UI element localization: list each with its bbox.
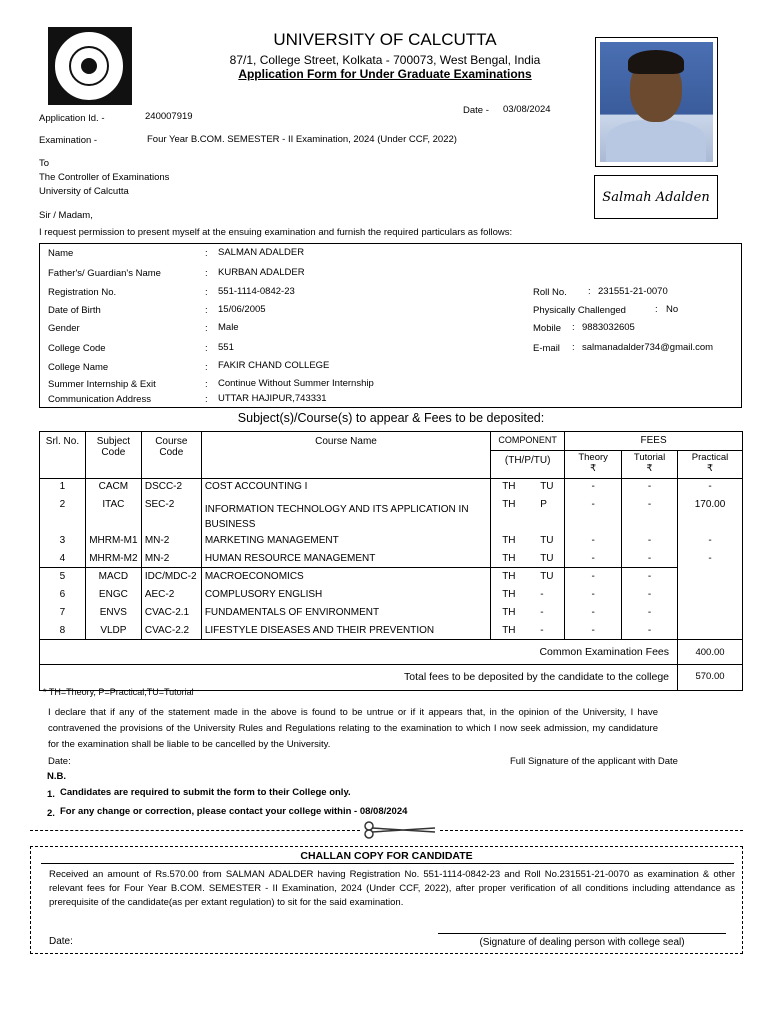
note-2-number: 2. <box>47 808 55 819</box>
row-subject-code: MHRM-M1 <box>85 532 141 550</box>
physically-challenged-label: Physically Challenged <box>533 305 626 316</box>
challan-date-label: Date: <box>49 936 73 947</box>
to-label: To <box>39 158 50 169</box>
row-course-name: LIFESTYLE DISEASES AND THEIR PREVENTION <box>201 622 490 640</box>
row-component-secondary: - <box>540 624 544 636</box>
row-component <box>491 479 565 496</box>
table-row <box>40 586 743 604</box>
common-fees-label: Common Examination Fees <box>40 640 678 665</box>
row-course-code: IDC/MDC-2 <box>141 568 201 586</box>
dob-label: Date of Birth <box>48 305 101 316</box>
college-name-value: FAKIR CHAND COLLEGE <box>218 360 330 371</box>
common-fees-value: 400.00 <box>678 640 743 665</box>
row-theory-fee: - <box>565 479 622 496</box>
note-1-text: Candidates are required to submit the form to their College only. <box>60 787 351 798</box>
cut-line-right <box>440 830 743 831</box>
row-course-name: HUMAN RESOURCE MANAGEMENT <box>201 550 490 568</box>
row-theory-fee: - <box>565 622 622 640</box>
colon: : <box>205 343 208 354</box>
col-header-subject: Subject Code <box>85 432 141 479</box>
col-header-component: COMPONENT <box>491 432 565 451</box>
row-component-secondary: TU <box>540 552 554 564</box>
application-id: 240007919 <box>145 111 193 122</box>
colon: : <box>572 342 575 353</box>
row-component <box>491 532 565 550</box>
address-value: UTTAR HAJIPUR,743331 <box>218 393 327 404</box>
colon: : <box>655 304 658 315</box>
table-row <box>40 496 743 532</box>
row-tutorial-fee: - <box>622 604 678 622</box>
internship-label: Summer Internship & Exit <box>48 379 156 390</box>
col-header-course-name: Course Name <box>201 432 490 479</box>
col-header-fees: FEES <box>565 432 743 451</box>
row-component-secondary: TU <box>540 571 554 582</box>
row-practical-fee: - <box>678 532 743 550</box>
challan-body: Received an amount of Rs.570.00 from SALMAN ADALDER having Registration No. 551-1114-0842-23 and Roll No.231551-21-0070 as examination & other relevant fees for Four Year B.COM. SEMESTER - II Examination, 2024 (Under CCF, 2022), after proper verification of all conditions including attendance as prerequisite of the candidate(as per extant regulation) to sit for the said examination. <box>49 869 735 908</box>
row-component-primary: TH <box>502 588 516 600</box>
row-practical-fee: - <box>678 550 743 568</box>
row-component-primary: TH <box>502 498 516 510</box>
colon: : <box>205 323 208 334</box>
row-course-name: COMPLUSORY ENGLISH <box>201 586 490 604</box>
row-course-code: CVAC-2.1 <box>141 604 201 622</box>
college-code-label: College Code <box>48 343 106 354</box>
gender-label: Gender <box>48 323 80 334</box>
university-address: 87/1, College Street, Kolkata - 700073, West Bengal, India <box>229 53 541 67</box>
row-component <box>491 604 565 622</box>
row-component <box>491 586 565 604</box>
row-practical-fee <box>678 622 743 640</box>
address-label: Communication Address <box>48 394 151 405</box>
row-course-name: COST ACCOUNTING I <box>201 479 490 496</box>
mobile-value: 9883032605 <box>582 322 635 333</box>
col-header-srl: Srl. No. <box>40 432 86 479</box>
col-header-component-sub: (TH/P/TU) <box>491 451 565 479</box>
row-practical-fee: 170.00 <box>678 496 743 532</box>
row-component-secondary: P <box>540 498 547 510</box>
row-component-primary: TH <box>502 534 516 546</box>
row-component-primary: TH <box>502 571 516 582</box>
row-tutorial-fee: - <box>622 496 678 532</box>
colon: : <box>572 322 575 333</box>
row-tutorial-fee: - <box>622 479 678 496</box>
row-component-secondary: TU <box>540 481 554 492</box>
examination-label: Examination - <box>39 135 98 146</box>
row-practical-fee <box>678 586 743 604</box>
scissors-icon <box>360 821 440 839</box>
row-course-code: AEC-2 <box>141 586 201 604</box>
addressee-line1: The Controller of Examinations <box>39 172 170 183</box>
row-component <box>491 550 565 568</box>
colon: : <box>205 268 208 279</box>
row-component-secondary: TU <box>540 534 554 546</box>
row-practical-fee <box>678 568 743 586</box>
row-srl: 1 <box>40 479 86 496</box>
row-practical-fee <box>678 604 743 622</box>
row-theory-fee: - <box>565 532 622 550</box>
colon: : <box>205 362 208 373</box>
candidate-signature: Salmah Adalden <box>594 175 718 219</box>
row-component <box>491 568 565 586</box>
row-component-primary: TH <box>502 481 516 492</box>
row-course-name: MACROECONOMICS <box>201 568 490 586</box>
registration-label: Registration No. <box>48 287 117 298</box>
row-tutorial-fee: - <box>622 550 678 568</box>
row-theory-fee: - <box>565 586 622 604</box>
salutation: Sir / Madam, <box>39 210 93 221</box>
row-component <box>491 496 565 532</box>
full-signature-label: Full Signature of the applicant with Date <box>510 756 678 767</box>
college-name-label: College Name <box>48 362 109 373</box>
row-component-secondary: - <box>540 588 544 600</box>
challan-signature-line <box>438 933 726 934</box>
note-2-text: For any change or correction, please contact your college within - 08/08/2024 <box>60 806 408 817</box>
colon: : <box>205 379 208 390</box>
physically-challenged-value: No <box>666 304 679 315</box>
legend: * TH=Theory, P=Practical,TU=Tutorial <box>43 687 194 697</box>
row-tutorial-fee: - <box>622 568 678 586</box>
row-subject-code: MHRM-M2 <box>85 550 141 568</box>
examination-name: Four Year B.COM. SEMESTER - II Examination, 2024 (Under CCF, 2022) <box>147 134 457 145</box>
colon: : <box>205 287 208 298</box>
row-component-primary: TH <box>502 624 516 636</box>
name-label: Name <box>48 248 74 259</box>
row-theory-fee: - <box>565 550 622 568</box>
row-component <box>491 622 565 640</box>
registration-value: 551-1114-0842-23 <box>218 286 295 297</box>
row-course-code: DSCC-2 <box>141 479 201 496</box>
row-subject-code: MACD <box>85 568 141 586</box>
declaration: I declare that if any of the statement made in the above is found to be untrue or if it appears that, in the opinion of the University, I have contravened the provisions of the University Rules and Regulations relating to the examination to which I now seek admission, my candidature for the examination shall be liable to be cancelled by the University. <box>48 707 658 750</box>
row-srl: 7 <box>40 604 86 622</box>
col-header-theory: Theory ₹ <box>565 451 622 479</box>
table-row <box>40 532 743 550</box>
row-course-name: FUNDAMENTALS OF ENVIRONMENT <box>201 604 490 622</box>
row-subject-code: CACM <box>85 479 141 496</box>
note-1-number: 1. <box>47 789 55 800</box>
row-course-code: CVAC-2.2 <box>141 622 201 640</box>
mobile-label: Mobile <box>533 323 561 334</box>
candidate-photo <box>595 37 718 167</box>
roll-label: Roll No. <box>533 287 567 298</box>
table-row <box>40 479 743 496</box>
row-component-primary: TH <box>502 606 516 618</box>
col-header-practical: Practical ₹ <box>678 451 743 479</box>
application-id-label: Application Id. - <box>39 113 105 124</box>
father-value: KURBAN ADALDER <box>218 267 305 278</box>
row-subject-code: ENVS <box>85 604 141 622</box>
row-subject-code: ITAC <box>85 496 141 532</box>
col-header-tutorial: Tutorial ₹ <box>622 451 678 479</box>
dob-value: 15/06/2005 <box>218 304 266 315</box>
row-tutorial-fee: - <box>622 622 678 640</box>
row-practical-fee: - <box>678 479 743 496</box>
row-course-name: MARKETING MANAGEMENT <box>201 532 490 550</box>
nb-label: N.B. <box>47 771 66 782</box>
name-value: SALMAN ADALDER <box>218 247 305 258</box>
cut-line-left <box>30 830 360 831</box>
subjects-fees-table <box>39 431 743 691</box>
gender-value: Male <box>218 322 239 333</box>
roll-value: 231551-21-0070 <box>598 286 668 297</box>
row-subject-code: VLDP <box>85 622 141 640</box>
university-name: UNIVERSITY OF CALCUTTA <box>273 30 497 49</box>
email-value: salmanadalder734@gmail.com <box>582 342 714 353</box>
row-course-name: INFORMATION TECHNOLOGY AND ITS APPLICATION IN BUSINESS <box>201 496 490 532</box>
row-srl: 4 <box>40 550 86 568</box>
row-srl: 2 <box>40 496 86 532</box>
total-fees-value: 570.00 <box>678 665 743 691</box>
form-title: Application Form for Under Graduate Examinations <box>238 67 532 81</box>
row-course-code: MN-2 <box>141 532 201 550</box>
col-header-course-code: Course Code <box>141 432 201 479</box>
row-subject-code: ENGC <box>85 586 141 604</box>
table-row <box>40 604 743 622</box>
row-srl: 5 <box>40 568 86 586</box>
email-label: E-mail <box>533 343 560 354</box>
form-date: 03/08/2024 <box>503 104 551 115</box>
declaration-date-label: Date: <box>48 756 71 767</box>
total-fees-label: Total fees to be deposited by the candidate to the college <box>40 665 678 691</box>
row-component-secondary: - <box>540 606 544 618</box>
colon: : <box>588 286 591 297</box>
row-srl: 3 <box>40 532 86 550</box>
date-label: Date - <box>463 105 489 116</box>
table-row <box>40 568 743 586</box>
university-logo <box>48 27 132 105</box>
father-label: Father's/ Guardian's Name <box>48 268 161 279</box>
row-theory-fee: - <box>565 568 622 586</box>
addressee-line2: University of Calcutta <box>39 186 129 197</box>
row-tutorial-fee: - <box>622 532 678 550</box>
table-row <box>40 622 743 640</box>
row-component-primary: TH <box>502 552 516 564</box>
row-theory-fee: - <box>565 496 622 532</box>
colon: : <box>205 305 208 316</box>
table-row <box>40 550 743 568</box>
college-code-value: 551 <box>218 342 234 353</box>
challan-title: CHALLAN COPY FOR CANDIDATE <box>300 850 473 862</box>
subjects-heading: Subject(s)/Course(s) to appear & Fees to be deposited: <box>237 411 545 425</box>
row-course-code: MN-2 <box>141 550 201 568</box>
row-course-code: SEC-2 <box>141 496 201 532</box>
row-tutorial-fee: - <box>622 586 678 604</box>
request-text: I request permission to present myself at the ensuing examination and furnish the required particulars as follows: <box>39 227 513 238</box>
row-theory-fee: - <box>565 604 622 622</box>
internship-value: Continue Without Summer Internship <box>218 378 374 389</box>
row-srl: 6 <box>40 586 86 604</box>
challan-title-rule <box>41 863 734 864</box>
colon: : <box>205 394 208 405</box>
row-srl: 8 <box>40 622 86 640</box>
challan-signature-label: (Signature of dealing person with college seal) <box>479 937 685 948</box>
colon: : <box>205 248 208 259</box>
